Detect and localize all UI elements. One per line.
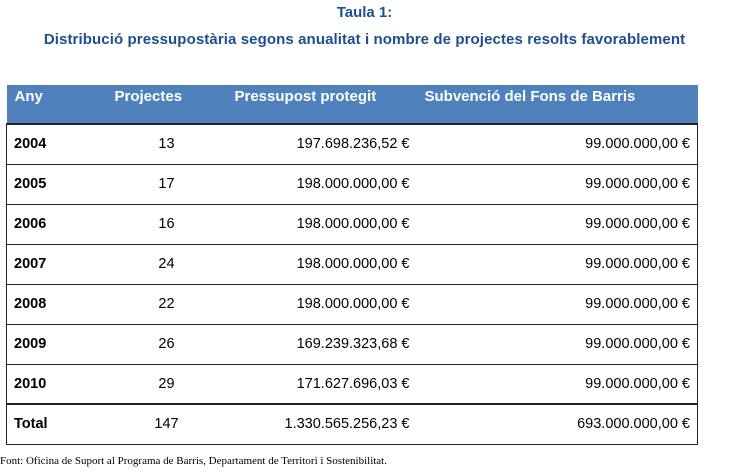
total-subvencio: 693.000.000,00 € — [417, 404, 698, 444]
cell-subvencio: 99.000.000,00 € — [417, 204, 698, 244]
table-row — [7, 244, 698, 284]
cell-projectes: 29 — [107, 364, 227, 404]
cell-any: 2004 — [7, 124, 107, 164]
cell-projectes: 17 — [107, 164, 227, 204]
header-subvencio: Subvenció del Fons de Barris — [417, 85, 698, 124]
header-row — [7, 85, 698, 124]
cell-projectes: 13 — [107, 124, 227, 164]
table-caption: Taula 1: — [336, 4, 393, 21]
cell-subvencio: 99.000.000,00 € — [417, 364, 698, 404]
header-any: Any — [7, 85, 107, 124]
cell-any: 2005 — [7, 164, 107, 204]
cell-subvencio: 99.000.000,00 € — [417, 244, 698, 284]
total-label: Total — [7, 404, 107, 444]
cell-pressupost: 197.698.236,52 € — [227, 124, 417, 164]
table-row — [7, 364, 698, 404]
cell-pressupost: 169.239.323,68 € — [227, 324, 417, 364]
cell-any: 2009 — [7, 324, 107, 364]
cell-pressupost: 198.000.000,00 € — [227, 244, 417, 284]
cell-projectes: 22 — [107, 284, 227, 324]
total-pressupost: 1.330.565.256,23 € — [227, 404, 417, 444]
cell-pressupost: 171.627.696,03 € — [227, 364, 417, 404]
header-projectes: Projectes — [107, 85, 227, 124]
total-projectes: 147 — [107, 404, 227, 444]
cell-projectes: 16 — [107, 204, 227, 244]
budget-table — [6, 85, 698, 445]
cell-any: 2010 — [7, 364, 107, 404]
total-row — [7, 404, 698, 444]
table-row — [7, 124, 698, 164]
cell-any: 2006 — [7, 204, 107, 244]
cell-subvencio: 99.000.000,00 € — [417, 284, 698, 324]
cell-subvencio: 99.000.000,00 € — [417, 324, 698, 364]
cell-projectes: 24 — [107, 244, 227, 284]
cell-subvencio: 99.000.000,00 € — [417, 124, 698, 164]
cell-pressupost: 198.000.000,00 € — [227, 204, 417, 244]
cell-projectes: 26 — [107, 324, 227, 364]
cell-pressupost: 198.000.000,00 € — [227, 164, 417, 204]
cell-pressupost: 198.000.000,00 € — [227, 284, 417, 324]
cell-subvencio: 99.000.000,00 € — [417, 164, 698, 204]
cell-any: 2008 — [7, 284, 107, 324]
source-note: Font: Oficina de Suport al Programa de Barris, Departament de Territori i Sostenibilitat. — [0, 455, 387, 467]
table-row — [7, 204, 698, 244]
table-row — [7, 164, 698, 204]
cell-any: 2007 — [7, 244, 107, 284]
table-subtitle: Distribució pressupostària segons anualitat i nombre de projectes resolts favorablement — [43, 31, 686, 48]
header-pressupost: Pressupost protegit — [227, 85, 417, 124]
table-row — [7, 324, 698, 364]
table-row — [7, 284, 698, 324]
